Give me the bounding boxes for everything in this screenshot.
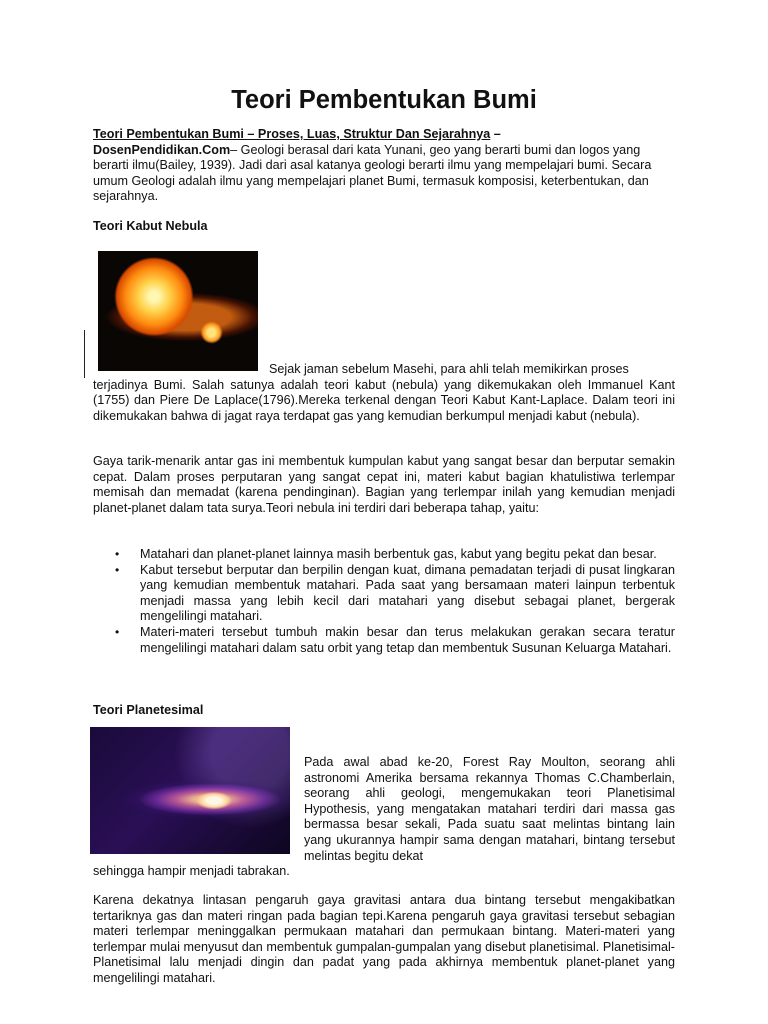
planetesimal-paragraph-2: Karena dekatnya lintasan pengaruh gaya gravitasi antara dua bintang tersebut mengakibatkan tertariknya gas dan materi ringan pada bagian tepi.Karena pengaruh gaya gravitasi tersebut sebagian materi terlempar meninggalkan permukaan matahari dan permukaan bintang. Materi-materi yang terlempar mulai menyusut dan membentuk gumpalan-gumpalan yang disebut planetisimal. Planetisimal- Planetisimal lalu menjadi dingin dan padat yang pada akhirnya membentuk planet-planet yang mengelilingi matahari.	[93, 893, 675, 985]
nebula-stages-list	[93, 547, 675, 656]
intro-paragraph	[93, 127, 675, 205]
sun-nebula-image	[98, 251, 258, 371]
planetesimal-paragraph-1	[93, 755, 675, 880]
title-dash: –	[490, 127, 501, 141]
text-cursor	[84, 330, 85, 378]
section-heading-nebula: Teori Kabut Nebula	[93, 219, 208, 233]
nebula-paragraph-1	[93, 362, 675, 424]
article-title-link[interactable]: Teori Pembentukan Bumi – Proses, Luas, Struktur Dan Sejarahnya	[93, 127, 491, 141]
planetesimal-para1-tail: sehingga hampir menjadi tabrakan.	[93, 864, 290, 879]
nebula-paragraph-2: Gaya tarik-menarik antar gas ini membentuk kumpulan kabut yang sangat besar dan berputar semakin cepat. Dalam proses perputaran yang sangat cepat ini, materi kabut bagian khatulistiwa terlempar memisah dan memadat (karena pendinginan). Bagian yang terlempar inilah yang kemudian menjadi planet-planet dalam tata surya.Teori nebula ini terdiri dari beberapa tahap, yaitu:	[93, 454, 675, 515]
nebula-para1-line1: Sejak jaman sebelum Masehi, para ahli telah memikirkan proses	[269, 362, 629, 376]
intro-body: – Geologi berasal dari kata Yunani, geo yang berarti bumi dan logos yang berarti ilmu(Bailey, 1939). Jadi dari asal katanya geologi berarti ilmu yang mempelajari bumi. Secara umum Geologi adalah ilmu yang mempelajari planet Bumi, termasuk komposisi, keterbentukan, dan sejarahnya.	[93, 142, 652, 204]
list-item: • Materi-materi tersebut tumbuh makin besar dan terus melakukan gerakan secara teratur mengelilingi matahari dalam satu orbit yang tetap dan membentuk Susunan Keluarga Matahari.	[93, 625, 675, 656]
nebula-para1-rest: terjadinya Bumi. Salah satunya adalah teori kabut (nebula) yang dikemukakan oleh Immanuel Kant (1755) dan Piere De Laplace(1796).Mereka terkenal dengan Teori Kabut Kant-Laplace. Dalam teori ini dikemukakan bahwa di jagat raya terdapat gas yang kemudian berkumpul menjadi kabut (nebula).	[93, 377, 675, 423]
list-item: • Kabut tersebut berputar dan berpilin dengan kuat, dimana pemadatan terjadi di pusat lingkaran yang kemudian membentuk matahari. Pada saat yang bersamaan materi lainpun terbentuk menjadi massa yang lebih kecil dari matahari yang disebut sebagai planet, bergerak mengelilingi matahari.	[93, 563, 675, 625]
planetesimal-para1-wrapped: Pada awal abad ke-20, Forest Ray Moulton, seorang ahli astronomi Amerika bersama rekannya Thomas C.Chamberlain, seorang ahli geologi, mengemukakan teori Planetisimal Hypothesis, yang mengatakan matahari terdiri dari massa gas bermassa besar sekali, Pada suatu saat melintas bintang lain yang ukurannya hampir sama dengan matahari, bintang tersebut melintas begitu dekat	[304, 755, 675, 863]
page-title: Teori Pembentukan Bumi	[231, 86, 537, 114]
list-item: • Matahari dan planet-planet lainnya masih berbentuk gas, kabut yang begitu pekat dan besar.	[93, 547, 675, 563]
section-heading-planetesimal: Teori Planetesimal	[93, 703, 204, 717]
source-name: DosenPendidikan.Com	[93, 142, 231, 157]
